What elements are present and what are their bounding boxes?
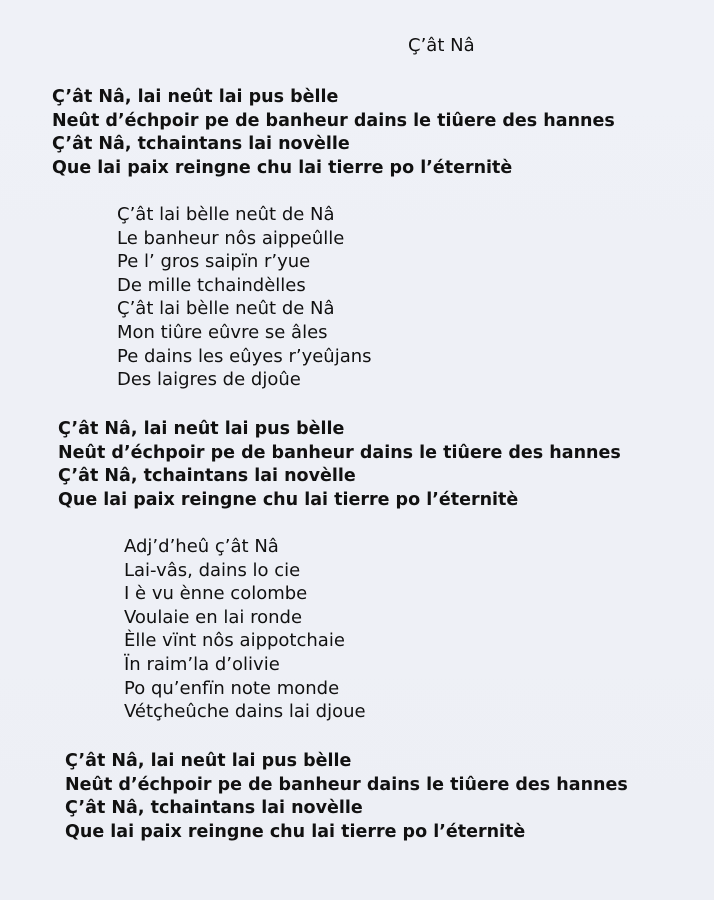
verse-stanza-1	[117, 203, 372, 392]
chorus-line: Ç’ât Nâ, lai neût lai pus bèlle	[52, 87, 339, 107]
poem-title: Ç’ât Nâ	[408, 35, 475, 56]
chorus-line: Neût d’échpoir pe de banheur dains le tiûere des hannes	[52, 110, 615, 131]
verse-line: De mille tchaindèlles	[117, 274, 306, 296]
chorus-line: Que lai paix reingne chu lai tierre po l’éternitè	[65, 821, 526, 842]
chorus-line: Ç’ât Nâ, tchaintans lai novèlle	[65, 798, 363, 819]
chorus-stanza	[65, 750, 628, 844]
chorus-line: Ç’ât Nâ, lai neût lai pus bèlle	[65, 751, 352, 771]
verse-line: I è vu ènne colombe	[124, 583, 308, 605]
chorus-line: Ç’ât Nâ, tchaintans lai novèlle	[58, 466, 356, 487]
verse-line: Pe l’ gros saipïn r’yue	[117, 251, 311, 273]
verse-line: Voulaie en lai ronde	[124, 606, 303, 628]
chorus-line: Ç’ât Nâ, lai neût lai pus bèlle	[58, 419, 345, 439]
verse-line: Ç’ât lai bèlle neût de Nâ	[117, 204, 335, 225]
verse-line: Vétçheûche dains lai djoue	[124, 701, 366, 723]
verse-stanza-2	[124, 535, 366, 724]
verse-line: Èlle vïnt nôs aippotchaie	[124, 630, 345, 652]
chorus-stanza	[52, 86, 615, 180]
chorus-line: Que lai paix reingne chu lai tierre po l’éternitè	[52, 157, 513, 178]
chorus-line: Neût d’échpoir pe de banheur dains le tiûere des hannes	[58, 442, 621, 463]
verse-line: Ç’ât lai bèlle neût de Nâ	[117, 298, 335, 320]
verse-line: Lai-vâs, dains lo cie	[124, 559, 301, 581]
verse-line: Le banheur nôs aippeûlle	[117, 227, 345, 249]
verse-line: Adj’d’heû ç’ât Nâ	[124, 536, 279, 557]
chorus-line: Que lai paix reingne chu lai tierre po l’éternitè	[58, 489, 519, 510]
chorus-line: Neût d’échpoir pe de banheur dains le tiûere des hannes	[65, 774, 628, 795]
verse-line: Po qu’enfïn note monde	[124, 677, 340, 699]
verse-line: Ïn raim’la d’olivie	[124, 653, 280, 675]
chorus-stanza	[58, 418, 621, 512]
verse-line: Des laigres de djoûe	[117, 369, 301, 391]
verse-line: Mon tiûre eûvre se âles	[117, 321, 328, 343]
chorus-line: Ç’ât Nâ, tchaintans lai novèlle	[52, 134, 350, 155]
verse-line: Pe dains les eûyes r’yeûjans	[117, 345, 372, 367]
